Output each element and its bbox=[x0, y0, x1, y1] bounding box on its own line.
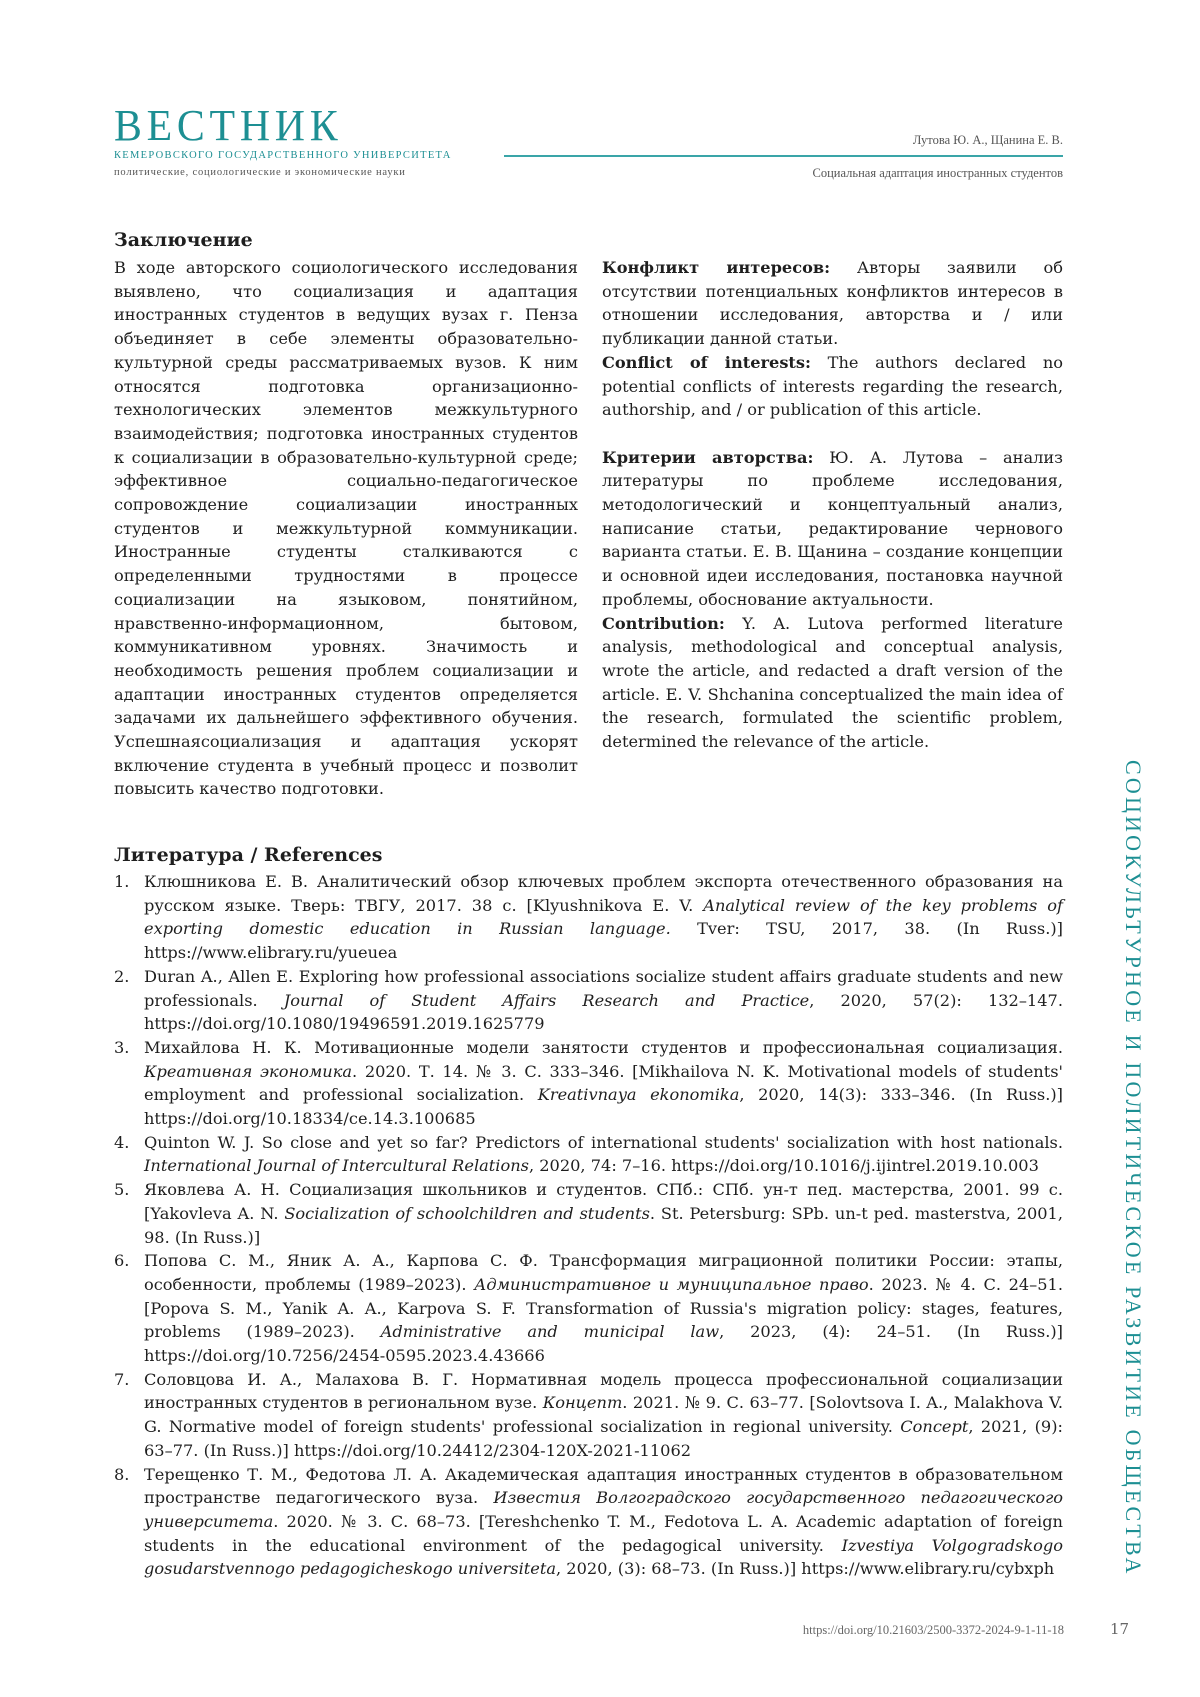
reference-number: 4. bbox=[114, 1131, 144, 1178]
reference-segment: . 2020. Т. 14. № 3. С. 333–346. [Mikhailova N. K. Motivational models of students' employment and professional socialization. bbox=[144, 1062, 1063, 1105]
declaration-label: Contribution: bbox=[602, 614, 725, 633]
references-list bbox=[114, 870, 1063, 1581]
reference-segment: . St. Petersburg: SPb. un-t ped. masterstva, 2001, 98. (In Russ.)] bbox=[144, 1204, 1063, 1247]
reference-segment: Duran A., Allen E. Exploring how professional associations socialize student affairs graduate students and new professionals. bbox=[144, 967, 1063, 1010]
reference-segment: Яковлева А. Н. Социализация школьников и студентов. СПб.: СПб. ун-т пед. мастерства, 2001. 99 с. [Yakovleva A. N. bbox=[144, 1180, 1063, 1223]
reference-text bbox=[144, 1036, 1063, 1131]
reference-segment: Tver: TSU, 2017, 38. (In Russ.)] https://www.elibrary.ru/yueuea bbox=[144, 919, 1063, 962]
reference-source-title: Kreativnaya ekonomika bbox=[538, 1085, 740, 1104]
journal-title: ВЕСТНИК bbox=[114, 106, 435, 146]
reference-number: 8. bbox=[114, 1463, 144, 1582]
reference-segment: . 2020. № 3. С. 68–73. [Tereshchenko T. M., Fedotova L. A. Academic adaptation of foreign students in the educational environment of the pedagogical university. bbox=[144, 1512, 1063, 1555]
reference-item bbox=[114, 1463, 1063, 1582]
reference-segment: Соловцова И. А., Малахова В. Г. Нормативная модель процесса профессиональной социализации иностранных студентов в региональном вузе. bbox=[144, 1370, 1063, 1413]
reference-source-title: Izvestiya Volgogradskogo gosudarstvennogo pedagogicheskogo universiteta bbox=[144, 1536, 1063, 1579]
reference-segment: , 2020, 14(3): 333–346. (In Russ.)] https://doi.org/10.18334/ce.14.3.100685 bbox=[144, 1085, 1063, 1128]
reference-source-title: Креативная экономика bbox=[144, 1062, 352, 1081]
reference-source-title: Analytical review of the key problems of exporting domestic education in Russian language. bbox=[144, 896, 1063, 939]
page-number: 17 bbox=[1110, 1620, 1129, 1638]
reference-item bbox=[114, 1249, 1063, 1368]
reference-segment: , 2020, 74: 7–16. https://doi.org/10.1016/j.ijintrel.2019.10.003 bbox=[529, 1156, 1039, 1175]
declaration-text: The authors declared no potential conflicts of interests regarding the research, authorship, and / or publication of this article. bbox=[602, 353, 1063, 419]
reference-source-title: Concept bbox=[900, 1417, 968, 1436]
journal-masthead bbox=[114, 106, 452, 178]
reference-number: 6. bbox=[114, 1249, 144, 1368]
conclusion-column bbox=[114, 256, 578, 801]
conclusion-heading: Заключение bbox=[114, 228, 253, 252]
footer-doi: https://doi.org/10.21603/2500-3372-2024-9-1-11-18 bbox=[803, 1623, 1064, 1638]
journal-subtitle: КЕМЕРОВСКОГО ГОСУДАРСТВЕННОГО УНИВЕРСИТЕТА bbox=[114, 150, 452, 161]
journal-series: политические, социологические и экономические науки bbox=[114, 167, 452, 178]
reference-item bbox=[114, 965, 1063, 1036]
declaration-paragraph bbox=[602, 612, 1063, 754]
header-divider bbox=[504, 155, 1063, 157]
reference-item bbox=[114, 1131, 1063, 1178]
running-header-authors: Лутова Ю. А., Щанина Е. В. bbox=[913, 133, 1063, 148]
references-heading: Литература / References bbox=[114, 843, 382, 867]
reference-segment: Quinton W. J. So close and yet so far? Predictors of international students' socialization with host nationals. bbox=[144, 1133, 1063, 1152]
section-side-label: СОЦИОКУЛЬТУРНОЕ И ПОЛИТИЧЕСКОЕ РАЗВИТИЕ ОБЩЕСТВА bbox=[1120, 760, 1146, 1577]
reference-item bbox=[114, 1036, 1063, 1131]
reference-text bbox=[144, 1178, 1063, 1249]
reference-segment: , 2020, 57(2): 132–147. https://doi.org/10.1080/19496591.2019.1625779 bbox=[144, 991, 1063, 1034]
reference-text bbox=[144, 1368, 1063, 1463]
declarations-column bbox=[602, 256, 1063, 754]
reference-number: 7. bbox=[114, 1368, 144, 1463]
reference-text bbox=[144, 1249, 1063, 1368]
reference-segment: Попова С. М., Яник А. А., Карпова С. Ф. Трансформация миграционной политики России: этапы, особенности, проблемы (1989–2023). bbox=[144, 1251, 1063, 1294]
reference-segment: Михайлова Н. К. Мотивационные модели занятости студентов и профессиональная социализация. bbox=[144, 1038, 1063, 1057]
reference-item bbox=[114, 870, 1063, 965]
declaration-paragraph bbox=[602, 351, 1063, 422]
reference-text bbox=[144, 1131, 1063, 1178]
reference-number: 2. bbox=[114, 965, 144, 1036]
reference-source-title: Административное и муниципальное право bbox=[474, 1275, 869, 1294]
reference-segment: . 2023. № 4. С. 24–51. [Popova S. M., Yanik A. A., Karpova S. F. Transformation of Russia's migration policy: stages, features, problems (1989–2023). bbox=[144, 1275, 1063, 1341]
reference-source-title: Известия Волгоградского государственного педагогического университета bbox=[144, 1488, 1063, 1531]
declaration-text: Ю. А. Лутова – анализ литературы по проблеме исследования, методологический и концептуальный анализ, написание статьи, редактирование чернового варианта статьи. Е. В. Щанина – создание концепции и основной идеи исследования, постановка научной проблемы, обоснование актуальности. bbox=[602, 448, 1063, 609]
reference-text bbox=[144, 1463, 1063, 1582]
declaration-label: Conflict of interests: bbox=[602, 353, 811, 372]
reference-text bbox=[144, 965, 1063, 1036]
declaration-paragraph bbox=[602, 446, 1063, 612]
declaration-text: Y. A. Lutova performed literature analysis, methodological and conceptual analysis, wrote the article, and redacted a draft version of the article. E. V. Shchanina conceptualized the main idea of the research, formulated the scientific problem, determined the relevance of the article. bbox=[602, 614, 1063, 752]
reference-number: 1. bbox=[114, 870, 144, 965]
reference-segment: , 2021, (9): 63–77. (In Russ.)] https://doi.org/10.24412/2304-120X-2021-11062 bbox=[144, 1417, 1063, 1460]
declaration-paragraph bbox=[602, 256, 1063, 351]
reference-source-title: Socialization of schoolchildren and students bbox=[284, 1204, 650, 1223]
reference-item bbox=[114, 1368, 1063, 1463]
reference-segment: . 2021. № 9. С. 63–77. [Solovtsova I. A., Malakhova V. G. Normative model of foreign students' professional socialization in regional university. bbox=[144, 1393, 1063, 1436]
reference-segment: Клюшникова Е. В. Аналитический обзор ключевых проблем экспорта отечественного образования на русском языке. Тверь: ТВГУ, 2017. 38 с. [Klyushnikova E. V. bbox=[144, 872, 1063, 915]
running-header-topic: Социальная адаптация иностранных студентов bbox=[813, 166, 1063, 181]
reference-item bbox=[114, 1178, 1063, 1249]
reference-source-title: Administrative and municipal law bbox=[381, 1322, 719, 1341]
spacer bbox=[602, 422, 1063, 446]
reference-source-title: Концепт bbox=[543, 1393, 623, 1412]
reference-segment: , 2023, (4): 24–51. (In Russ.)] https://doi.org/10.7256/2454-0595.2023.4.43666 bbox=[144, 1322, 1063, 1365]
reference-number: 3. bbox=[114, 1036, 144, 1131]
reference-segment: , 2020, (3): 68–73. (In Russ.)] https://www.elibrary.ru/cybxph bbox=[556, 1559, 1054, 1578]
declaration-text: Авторы заявили об отсутствии потенциальных конфликтов интересов в отношении исследования, авторства и / или публикации данной статьи. bbox=[602, 258, 1063, 348]
reference-text bbox=[144, 870, 1063, 965]
reference-segment: Терещенко Т. М., Федотова Л. А. Академическая адаптация иностранных студентов в образовательном пространстве педагогического вуза. bbox=[144, 1465, 1063, 1508]
reference-number: 5. bbox=[114, 1178, 144, 1249]
declaration-label: Критерии авторства: bbox=[602, 448, 814, 467]
reference-source-title: International Journal of Intercultural Relations bbox=[144, 1156, 529, 1175]
reference-source-title: Journal of Student Affairs Research and Practice bbox=[284, 991, 809, 1010]
declaration-label: Конфликт интересов: bbox=[602, 258, 830, 277]
conclusion-text: В ходе авторского социологического исследования выявлено, что социализация и адаптация иностранных студентов в ведущих вузах г. Пенза объединяет в себе элементы образовательно-культурной среды рассматриваемых вузов. К ним относятся подготовка организационно-технологических элементов межкультурного взаимодействия; подготовка иностранных студентов к социализации в образовательно-культурной среде; эффективное социально-педагогическое сопровождение социализации иностранных студентов и межкультурной коммуникации. Иностранные студенты сталкиваются с определенными трудностями в процессе социализации на языковом, понятийном, нравственно-информационном, бытовом, коммуникативном уровнях. Значимость и необходимость решения проблем социализации и адаптации иностранных студентов определяется задачами их дальнейшего эффективного обучения. Успешнаясоциализация и адаптация ускорят включение студента в учебный процесс и позволит повысить качество подготовки. bbox=[114, 256, 578, 801]
